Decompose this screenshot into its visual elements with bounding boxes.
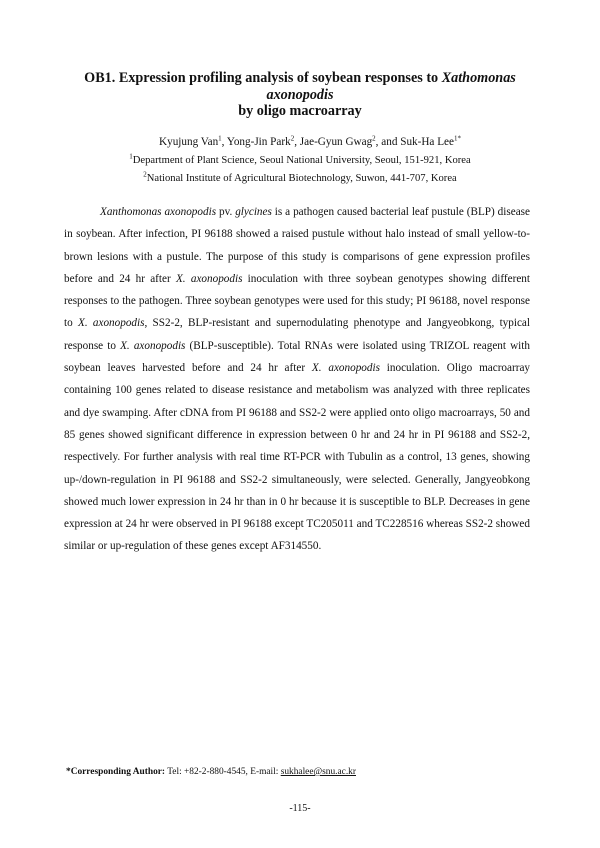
title-line-3: by oligo macroarray	[238, 103, 362, 119]
abstract-text: inoculation with three soybean genotypes showing different responses to the pathogen. Three soybean genotypes were used for this study; PI 96188, novel response to	[64, 272, 530, 330]
author-name: Yong-Jin Park	[226, 136, 291, 148]
paper-title	[60, 70, 540, 120]
author-name: Suk-Ha Lee	[400, 136, 454, 148]
title-italic-species: axonopodis	[266, 86, 334, 103]
author-name: Kyujung Van	[159, 136, 219, 148]
author-affiliation-marker: 1*	[453, 134, 461, 143]
affiliation-1	[40, 154, 560, 167]
title-italic-genus: Xathomonas	[441, 70, 516, 86]
abstract-italic-term: X. axonopodis	[120, 339, 186, 352]
abstract-paragraph	[64, 201, 530, 558]
affiliation-1-text: Department of Plant Science, Seoul National University, Seoul, 151-921, Korea	[132, 155, 471, 166]
email-link[interactable]: sukhalee@snu.ac.kr	[280, 767, 356, 777]
abstract-italic-term: X. axonopodis	[311, 362, 380, 375]
author-affiliation-marker: 2	[290, 134, 295, 143]
author-affiliation-marker: 1	[218, 134, 222, 143]
affiliation-2	[40, 172, 560, 185]
abstract-italic-term: X. axonopodis	[77, 317, 145, 330]
abstract	[64, 201, 530, 558]
abstract-text: , SS2-2, BLP-resistant and supernodulating phenotype and Jangyeobkong, typical response to	[64, 317, 531, 352]
author-affiliation-marker: 2	[372, 134, 376, 143]
abstract-text: pv.	[216, 206, 236, 218]
page-number: -115-	[289, 803, 311, 814]
author-separator: , and	[375, 136, 401, 148]
abstract-italic-term: glycines	[235, 206, 272, 218]
corresponding-author-note	[66, 766, 356, 778]
affiliation-1-marker: 1	[129, 152, 133, 161]
abstract-italic-term: X. axonopodis	[175, 272, 243, 285]
abstract-italic-term: Xanthomonas axonopodis	[100, 206, 217, 218]
title-line-1	[60, 70, 540, 87]
abstract-text: inoculation. Oligo macroarray containing 100 genes related to disease resistance and metabolism was analyzed with three replicates and dye swamping. After cDNA from PI 96188 and SS2-2 were applied onto oligo macroarrays, 50 and 85 genes showed significant difference in expression between 0 hr and 24 hr in PI 96188 and SS2-2, respectively. For further analysis with real time RT-PCR with Tubulin as a control, 13 genes, showing up-/down-regulation in PI 96188 and SS2-2 simultaneously, were selected. Generally, Jangyeobkong showed much lower expression in 24 hr than in 0 hr because it is susceptible to BLP. Decreases in gene expression at 24 hr were observed in PI 96188 except TC205011 and TC228516 whereas SS2-2 showed similar or up-regulation of these genes except AF314550.	[64, 362, 531, 553]
affiliation-2-marker: 2	[143, 170, 147, 179]
affiliation-2-text: National Institute of Agricultural Biotechnology, Suwon, 441-707, Korea	[146, 173, 457, 184]
author-separator: ,	[221, 136, 227, 148]
corresponding-author-contact: Tel: +82-2-880-4545, E-mail:	[165, 767, 281, 777]
author-separator: ,	[294, 136, 300, 148]
corresponding-author-label: *Corresponding Author:	[66, 767, 166, 777]
author-name: Jae-Gyun Gwag	[299, 136, 373, 148]
author-list	[60, 135, 560, 149]
abstract-text: is a pathogen caused bacterial leaf pustule (BLP) disease in soybean. After infection, PI 96188 showed a raised pustule without halo instead of small yellow-to-brown lesions with a pustule. The purpose of this study is comparisons of gene expression profiles before and 24 hr after	[64, 206, 530, 285]
abstract-text: (BLP-susceptible). Total RNAs were isolated using TRIZOL reagent with soybean leaves harvested before and 24 hr after	[64, 339, 530, 375]
title-text: OB1. Expression profiling analysis of soybean responses to	[84, 70, 442, 86]
